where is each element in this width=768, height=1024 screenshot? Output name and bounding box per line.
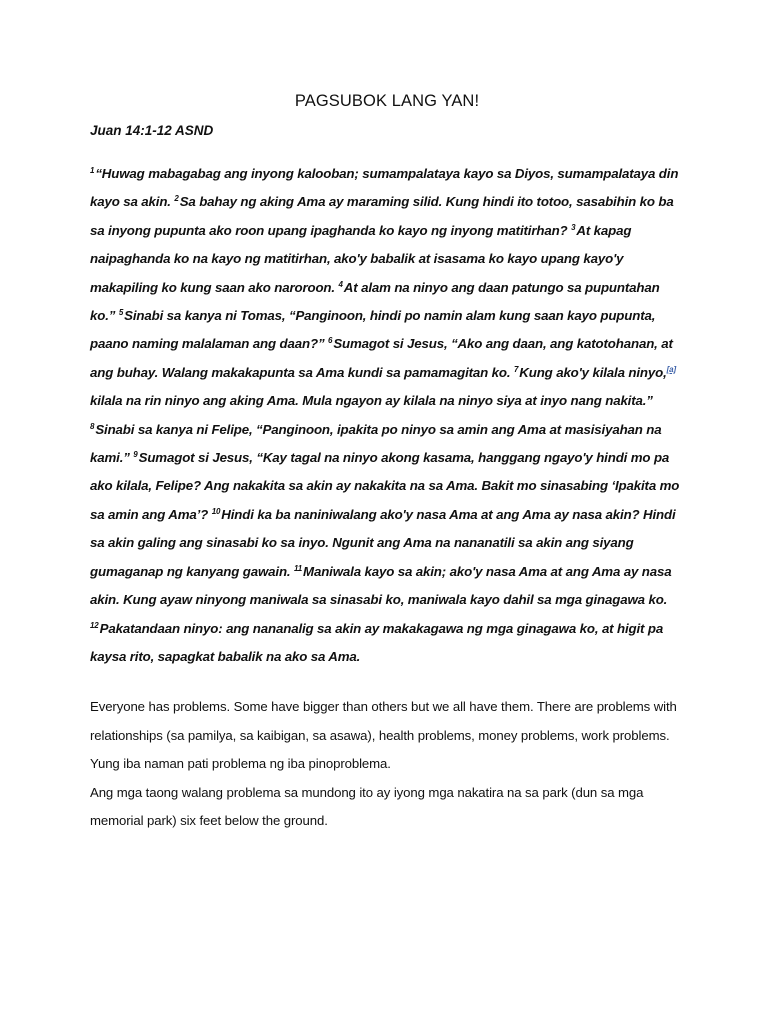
verse-text: Sinabi sa kanya ni Tomas, “Panginoon, hindi po namin alam kung saan kayo pupunta, paano naming malalaman ang daan?” — [90, 308, 656, 352]
verse-text: “Huwag mabagabag ang inyong kalooban; sumampalataya kayo sa Diyos, sumampalataya din kayo sa akin. — [90, 166, 679, 210]
verse-number: 5 — [118, 308, 124, 318]
verse-text: Maniwala kayo sa akin; ako'y nasa Ama at ang Ama ay nasa akin. Kung ayaw ninyong maniwala sa sinasabi ko, maniwala kayo dahil sa mga ginagawa ko. — [90, 563, 672, 608]
verse-text: Kung ako'y kilala ninyo, — [519, 364, 667, 380]
scripture-passage — [90, 160, 684, 671]
verse-text: Sa bahay ng aking Ama ay maraming silid. Kung hindi ito totoo, sasabihin ko ba sa inyong pupunta ako roon upang ipaghanda ko kayo ng inyong matitirhan? — [90, 194, 674, 238]
verse-number: 1 — [90, 166, 95, 175]
verse-text: At kapag naipaghanda ko na kayo ng matitirhan, ako'y babalik at isasama ko kayo upang kayo'y makapiling ko kung saan ako naroroon. — [90, 222, 632, 295]
scripture-reference: Juan 14:1-12 ASND — [90, 123, 214, 138]
body-paragraph: Everyone has problems. Some have bigger than others but we all have them. There are problems with relationships (sa pamilya, sa kaibigan, sa asawa), health problems, money problems, work problems. Yung iba naman pati problema ng iba pinoproblema. — [90, 699, 677, 772]
footnote-link[interactable]: [a] — [666, 364, 676, 374]
verse-text: Hindi ka ba naniniwalang ako'y nasa Ama at ang Ama ay nasa akin? Hindi sa akin galing ang sinasabi ko sa inyo. Ngunit ang Ama na nananatili sa akin ang siyang gumaganap ng kanyang gawain. — [90, 506, 676, 579]
verse-number: 9 — [133, 450, 138, 460]
verse-number: 4 — [338, 279, 343, 289]
verse-text: kilala na rin ninyo ang aking Ama. Mula ngayon ay kilala na ninyo siya at inyo nang nakita.” — [90, 393, 653, 409]
verse-text: Pakatandaan ninyo: ang nananalig sa akin ay makakagawa ng mga ginagawa ko, at higit pa kaysa rito, sapagkat babalik na ako sa Ama. — [90, 620, 664, 664]
verse-number: 7 — [513, 364, 519, 374]
verse-text: Sumagot si Jesus, “Kay tagal na ninyo akong kasama, hanggang ngayo'y hindi mo pa ako kilala, Felipe? Ang nakakita sa akin ay nakakita na sa Ama. Bakit mo sinasabing ‘Ipakita mo sa amin ang Ama’? — [90, 450, 680, 522]
document-title: PAGSUBOK LANG YAN! — [294, 92, 480, 110]
verse-text: At alam na ninyo ang daan patungo sa pupuntahan ko.” — [90, 279, 660, 324]
verse-number: 12 — [90, 620, 99, 630]
verse-number: 8 — [90, 421, 95, 431]
verse-number: 10 — [211, 506, 221, 516]
verse-text: Sinabi sa kanya ni Felipe, “Panginoon, ipakita po ninyo sa amin ang Ama at masisiyahan na kami.” — [90, 421, 662, 466]
verse-number: 6 — [328, 336, 333, 346]
verse-text: Sumagot si Jesus, “Ako ang daan, ang katotohanan, at ang buhay. Walang makakapunta sa Ama kundi sa pamamagitan ko. — [90, 336, 673, 380]
verse-number: 11 — [294, 563, 303, 573]
verse-number: 3 — [571, 222, 576, 232]
document-page — [90, 92, 684, 835]
verse-number: 2 — [174, 194, 179, 204]
body-paragraph: Ang mga taong walang problema sa mundong ito ay iyong mga nakatira na sa park (dun sa mga memorial park) six feet below the ground. — [90, 784, 644, 828]
